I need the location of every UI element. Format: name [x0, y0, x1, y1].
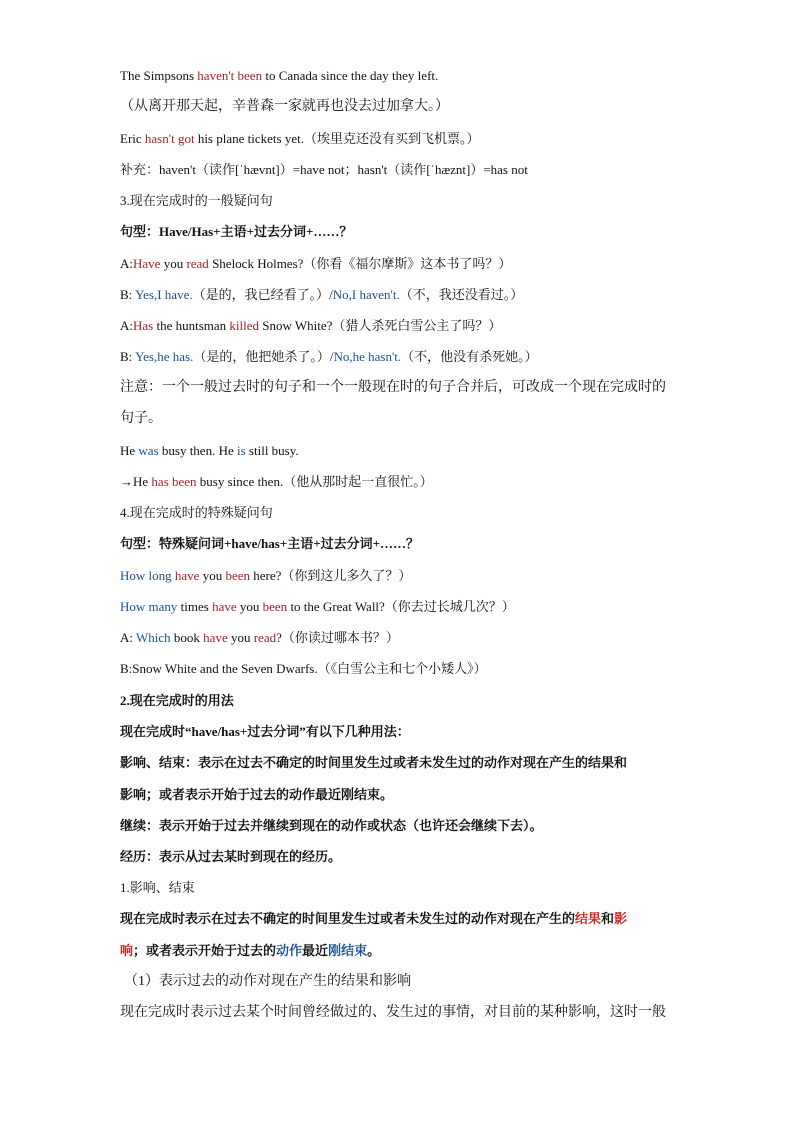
dialog-line-b1: B: Yes,I have.（是的，我已经看了。）/No,I haven't.（不，我还没看过。）	[120, 287, 524, 302]
sentence-pattern-general: 句型：Have/Has+主语+过去分词+……？	[120, 224, 353, 239]
example-how-long: How long have you been here?（你到这儿多久了？）	[120, 568, 412, 583]
effect-explanation-line1: 现在完成时表示过去某个时间曾经做过的、发生过的事情，对目前的某种影响，这时一般	[120, 1005, 666, 1020]
subsection-heading-effect: 1.影响、结束	[120, 880, 195, 895]
effect-paragraph-line2: 响；或者表示开始于过去的动作最近刚结束。	[120, 943, 381, 958]
usage-continue: 继续：表示开始于过去并继续到现在的动作或状态（也许还会继续下去）。	[120, 818, 543, 833]
section-heading-special-question: 4.现在完成时的特殊疑问句	[120, 505, 273, 520]
section-heading-usage: 2.现在完成时的用法	[120, 693, 234, 708]
example-busy-then: He was busy then. He is still busy.	[120, 443, 299, 458]
usage-intro: 现在完成时“have/has+过去分词”有以下几种用法：	[120, 724, 410, 739]
dialog-line-b2: B: Yes,he has.（是的，他把她杀了。）/No,he hasn't.（不，他没有杀死她。）	[120, 349, 538, 364]
dialog-line-a2: A:Has the huntsman killed Snow White?（猎人杀死白雪公主了吗？）	[120, 318, 502, 333]
usage-effect-line2: 影响；或者表示开始于过去的动作最近刚结束。	[120, 787, 394, 802]
dialog-line-a3: A: Which book have you read?（你读过哪本书？）	[120, 630, 399, 645]
dialog-line-b3: B:Snow White and the Seven Dwarfs.（《白雪公主和七个小矮人》）	[120, 661, 487, 676]
example-how-many: How many times have you been to the Great Wall?（你去过长城几次？）	[120, 599, 515, 614]
example-sentence-simpsons: The Simpsons haven't been to Canada since the day they left.	[120, 68, 439, 83]
translation-simpsons: （从离开那天起，辛普森一家就再也没去过加拿大。）	[120, 99, 449, 114]
example-busy-since: →He has been busy since then.（他从那时起一直很忙。）	[120, 474, 433, 489]
subheading-effect-1: （1）表示过去的动作对现在产生的结果和影响	[124, 974, 411, 989]
section-heading-general-question: 3.现在完成时的一般疑问句	[120, 193, 273, 208]
note-paragraph-line1: 注意：一个一般过去时的句子和一个一般现在时的句子合并后，可改成一个现在完成时的	[120, 380, 666, 395]
usage-experience: 经历：表示从过去某时到现在的经历。	[120, 849, 342, 864]
effect-paragraph-line1: 现在完成时表示在过去不确定的时间里发生过或者未发生过的动作对现在产生的结果和影	[120, 911, 628, 926]
dialog-line-a1: A:Have you read Shelock Holmes?（你看《福尔摩斯》这本书了吗？）	[120, 256, 512, 271]
note-paragraph-line2: 句子。	[120, 411, 162, 426]
example-sentence-eric: Eric hasn't got his plane tickets yet.（埃里克还没有买到飞机票。）	[120, 131, 480, 146]
supplement-note: 补充：haven't（读作[ˈhævnt]）=have not；hasn't（读作[ˈhæznt]）=has not	[120, 162, 528, 177]
usage-effect-line1: 影响、结束：表示在过去不确定的时间里发生过或者未发生过的动作对现在产生的结果和	[120, 755, 628, 770]
sentence-pattern-special: 句型：特殊疑问词+have/has+主语+过去分词+……？	[120, 536, 420, 551]
